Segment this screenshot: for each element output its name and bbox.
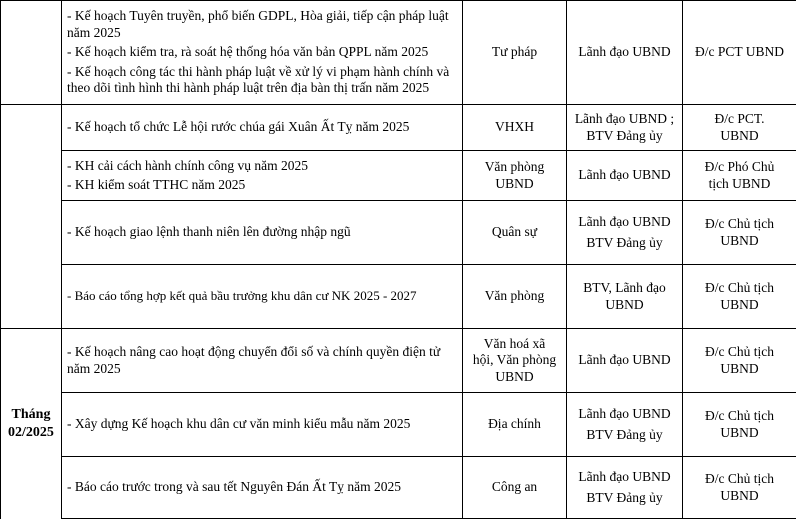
lead-cell <box>567 329 683 393</box>
task-item: - Kế hoạch kiểm tra, rà soát hệ thống hóa văn bản QPPL năm 2025 <box>67 44 457 61</box>
responsible-text: UBND <box>688 488 791 505</box>
lead-text: BTV Đảng ủy <box>572 427 677 444</box>
lead-text: UBND <box>572 297 677 314</box>
unit-text: Công an <box>492 479 537 494</box>
unit-cell <box>463 329 567 393</box>
task-item: - KH kiểm soát TTHC năm 2025 <box>67 177 457 194</box>
unit-text: Tư pháp <box>492 44 537 59</box>
responsible-cell <box>683 201 796 265</box>
lead-text: Lãnh đạo UBND <box>572 214 677 231</box>
table-row <box>1 329 796 393</box>
task-cell <box>62 393 463 457</box>
lead-text: Lãnh đạo UBND ; <box>572 111 677 128</box>
task-item: - KH cải cách hành chính công vụ năm 2025 <box>67 158 457 175</box>
responsible-cell <box>683 151 796 201</box>
lead-text: BTV Đảng ủy <box>572 235 677 252</box>
responsible-text: Đ/c Phó Chủ <box>688 159 791 176</box>
month-label: Tháng <box>6 406 56 424</box>
responsible-cell <box>683 265 796 329</box>
task-item: - Kế hoạch Tuyên truyền, phổ biến GDPL, Hòa giải, tiếp cận pháp luật năm 2025 <box>67 8 457 41</box>
month-cell-january-blank <box>1 105 62 329</box>
responsible-cell <box>683 393 796 457</box>
task-cell <box>62 105 463 151</box>
task-cell <box>62 201 463 265</box>
lead-cell <box>567 1 683 105</box>
lead-text: BTV, Lãnh đạo <box>572 280 677 297</box>
lead-cell <box>567 105 683 151</box>
table-row <box>1 393 796 457</box>
responsible-text: UBND <box>688 233 791 250</box>
table-row <box>1 1 796 105</box>
lead-cell <box>567 201 683 265</box>
responsible-text: Đ/c Chủ tịch <box>688 216 791 233</box>
task-item: - Kế hoạch công tác thi hành pháp luật về xử lý vi phạm hành chính và theo dõi tình hình thi hành pháp luật trên địa bàn thị trấn năm 2025 <box>67 64 457 97</box>
table-row <box>1 265 796 329</box>
task-item: - Kế hoạch giao lệnh thanh niên lên đường nhập ngũ <box>67 224 457 241</box>
responsible-text: Đ/c Chủ tịch <box>688 280 791 297</box>
month-cell-previous <box>1 1 62 105</box>
lead-cell <box>567 265 683 329</box>
task-cell <box>62 329 463 393</box>
responsible-text: Đ/c Chủ tịch <box>688 471 791 488</box>
table-row <box>1 151 796 201</box>
lead-text: Lãnh đạo UBND <box>578 44 670 59</box>
unit-text: UBND <box>468 176 561 193</box>
responsible-cell <box>683 457 796 519</box>
responsible-text: Đ/c Chủ tịch <box>688 344 791 361</box>
responsible-text: UBND <box>688 297 791 314</box>
unit-text: VHXH <box>495 119 534 134</box>
lead-text: BTV Đảng ủy <box>572 128 677 145</box>
unit-text: Văn phòng <box>485 288 545 303</box>
responsible-cell <box>683 1 796 105</box>
responsible-cell <box>683 329 796 393</box>
responsible-text: UBND <box>688 425 791 442</box>
task-cell <box>62 265 463 329</box>
task-item: - Kế hoạch nâng cao hoạt động chuyển đổi số và chính quyền điện tử năm 2025 <box>67 344 457 377</box>
table-row <box>1 201 796 265</box>
responsible-cell <box>683 105 796 151</box>
unit-cell <box>463 457 567 519</box>
task-item: - Kế hoạch tổ chức Lễ hội rước chúa gái Xuân Ất Tỵ năm 2025 <box>67 119 457 136</box>
unit-text: Văn phòng <box>468 159 561 176</box>
unit-cell <box>463 1 567 105</box>
month-cell <box>1 329 62 519</box>
responsible-text: Đ/c PCT UBND <box>695 44 784 59</box>
unit-text: Quân sự <box>492 224 537 239</box>
unit-cell <box>463 105 567 151</box>
lead-cell <box>567 393 683 457</box>
responsible-text: Đ/c PCT. <box>688 111 791 128</box>
unit-cell <box>463 201 567 265</box>
table-row <box>1 457 796 519</box>
unit-text: Địa chính <box>488 416 541 431</box>
table-row <box>1 105 796 151</box>
lead-text: Lãnh đạo UBND <box>572 469 677 486</box>
month-value: 02/2025 <box>6 424 56 442</box>
task-item: - Báo cáo tổng hợp kết quả bầu trưởng khu dân cư NK 2025 - 2027 <box>67 288 457 305</box>
lead-cell <box>567 457 683 519</box>
lead-text: BTV Đảng ủy <box>572 490 677 507</box>
responsible-text: Đ/c Chủ tịch <box>688 408 791 425</box>
unit-text: UBND <box>468 369 561 386</box>
task-item: - Báo cáo trước trong và sau tết Nguyên Đán Ất Tỵ năm 2025 <box>67 479 457 496</box>
unit-cell <box>463 265 567 329</box>
lead-text: Lãnh đạo UBND <box>578 167 670 182</box>
lead-cell <box>567 151 683 201</box>
unit-text: hội, Văn phòng <box>468 352 561 369</box>
lead-text: Lãnh đạo UBND <box>572 406 677 423</box>
responsible-text: UBND <box>688 361 791 378</box>
task-item: - Xây dựng Kế hoạch khu dân cư văn minh kiểu mẫu năm 2025 <box>67 416 457 433</box>
lead-text: Lãnh đạo UBND <box>578 352 670 367</box>
unit-cell <box>463 393 567 457</box>
unit-cell <box>463 151 567 201</box>
unit-text: Văn hoá xã <box>468 336 561 353</box>
task-cell <box>62 1 463 105</box>
task-cell <box>62 457 463 519</box>
task-cell <box>62 151 463 201</box>
responsible-text: tịch UBND <box>688 176 791 193</box>
responsible-text: UBND <box>688 128 791 145</box>
